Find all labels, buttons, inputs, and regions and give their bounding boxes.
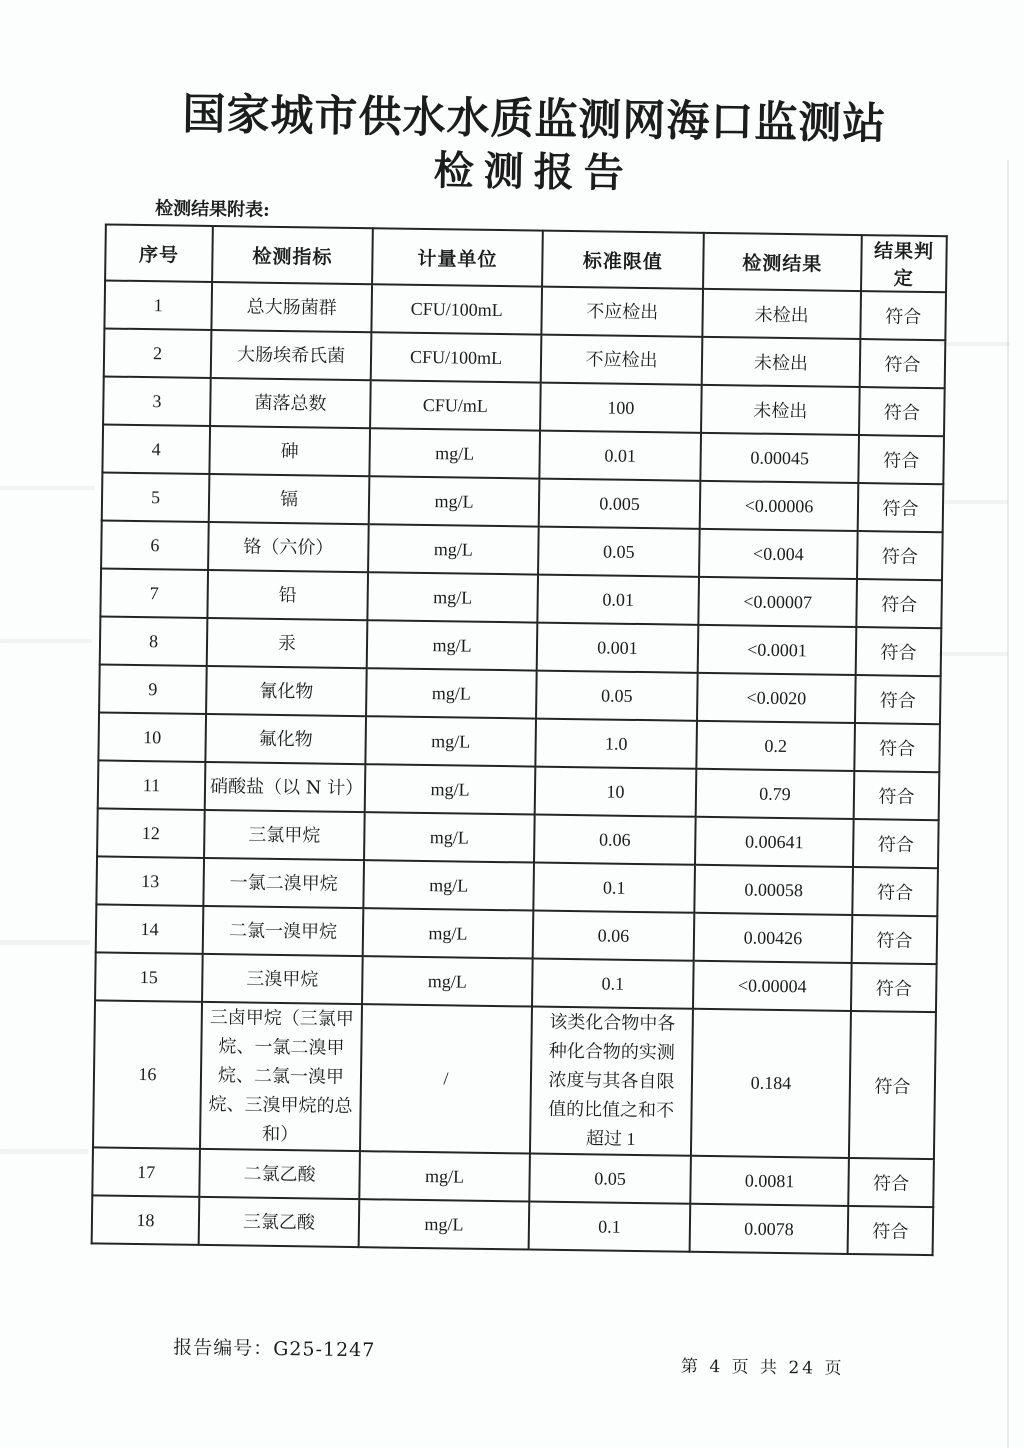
cell-unit: mg/L bbox=[365, 716, 536, 766]
header-cell-no: 序号 bbox=[105, 225, 213, 282]
cell-unit: mg/L bbox=[359, 1151, 530, 1201]
cell-judgment: 符合 bbox=[858, 483, 944, 532]
cell-indicator: 镉 bbox=[209, 474, 370, 524]
cell-unit: CFU/100mL bbox=[371, 284, 542, 334]
report-title-line2: 检测报告 bbox=[433, 147, 634, 197]
cell-no: 9 bbox=[99, 664, 207, 713]
cell-unit: mg/L bbox=[364, 812, 535, 862]
cell-no: 11 bbox=[98, 760, 206, 809]
cell-result: 未检出 bbox=[702, 337, 861, 387]
cell-unit: mg/L bbox=[368, 524, 539, 574]
cell-judgment: 符合 bbox=[859, 387, 945, 436]
cell-no: 15 bbox=[95, 952, 203, 1001]
page-indicator: 第 4 页 共 24 页 bbox=[680, 1356, 845, 1379]
cell-limit: 不应检出 bbox=[541, 335, 703, 385]
cell-no: 1 bbox=[104, 280, 212, 329]
cell-unit: CFU/mL bbox=[370, 380, 541, 430]
cell-unit: mg/L bbox=[362, 956, 533, 1006]
cell-no: 18 bbox=[92, 1195, 200, 1244]
cell-indicator: 大肠埃希氏菌 bbox=[211, 330, 372, 380]
cell-no: 12 bbox=[97, 808, 205, 857]
cell-judgment: 符合 bbox=[856, 627, 942, 676]
cell-limit: 0.1 bbox=[529, 1202, 691, 1252]
cell-unit: / bbox=[360, 1004, 532, 1153]
cell-limit: 0.05 bbox=[529, 1154, 691, 1204]
cell-no: 14 bbox=[96, 904, 204, 953]
header-cell-indicator: 检测指标 bbox=[212, 226, 373, 284]
cell-result: 0.79 bbox=[696, 769, 855, 819]
cell-unit: mg/L bbox=[363, 908, 534, 958]
cell-no: 6 bbox=[101, 520, 209, 569]
cell-indicator: 三溴甲烷 bbox=[202, 954, 363, 1004]
cell-unit: mg/L bbox=[366, 668, 537, 718]
cell-indicator: 二氯乙酸 bbox=[199, 1149, 360, 1199]
cell-limit: 1.0 bbox=[535, 719, 697, 769]
cell-limit: 0.1 bbox=[532, 959, 694, 1009]
cell-indicator: 一氯二溴甲烷 bbox=[203, 858, 364, 908]
cell-no: 3 bbox=[103, 376, 211, 425]
cell-judgment: 符合 bbox=[855, 675, 941, 724]
cell-result: 0.0081 bbox=[690, 1156, 849, 1206]
results-table-body bbox=[92, 280, 946, 1255]
cell-unit: mg/L bbox=[367, 572, 538, 622]
cell-indicator: 三氯甲烷 bbox=[204, 810, 365, 860]
cell-judgment: 符合 bbox=[860, 291, 946, 340]
cell-limit: 不应检出 bbox=[541, 287, 703, 337]
cell-limit: 0.001 bbox=[537, 623, 699, 673]
cell-judgment: 符合 bbox=[860, 339, 946, 388]
header-cell-judgment: 结果判定 bbox=[861, 235, 947, 292]
cell-indicator: 铅 bbox=[207, 570, 368, 620]
cell-indicator: 氟化物 bbox=[205, 714, 366, 764]
cell-no: 8 bbox=[100, 616, 208, 665]
cell-unit: mg/L bbox=[363, 860, 534, 910]
cell-judgment: 符合 bbox=[849, 1011, 936, 1159]
cell-limit: 0.05 bbox=[538, 527, 700, 577]
cell-result: <0.00007 bbox=[698, 577, 857, 627]
cell-judgment: 符合 bbox=[854, 771, 940, 820]
cell-limit: 10 bbox=[535, 767, 697, 817]
cell-judgment: 符合 bbox=[851, 963, 937, 1012]
report-title-line1: 国家城市供水水质监测网海口监测站 bbox=[182, 89, 887, 150]
cell-no: 2 bbox=[104, 328, 212, 377]
results-table bbox=[91, 223, 948, 1256]
cell-result: <0.004 bbox=[699, 529, 858, 579]
cell-result: 0.184 bbox=[691, 1009, 851, 1158]
cell-limit: 0.06 bbox=[534, 815, 696, 865]
cell-no: 5 bbox=[102, 472, 210, 521]
cell-indicator: 汞 bbox=[207, 618, 368, 668]
cell-limit: 0.1 bbox=[533, 863, 695, 913]
cell-judgment: 符合 bbox=[852, 915, 938, 964]
results-table-caption: 检测结果附表: bbox=[154, 198, 270, 221]
cell-limit: 0.01 bbox=[539, 431, 701, 481]
cell-unit: mg/L bbox=[365, 764, 536, 814]
report-number: 报告编号：G25-1247 bbox=[173, 1336, 376, 1362]
cell-result: 0.0078 bbox=[690, 1204, 849, 1254]
cell-limit: 0.06 bbox=[533, 911, 695, 961]
cell-result: 0.00045 bbox=[700, 433, 859, 483]
cell-result: <0.0001 bbox=[698, 625, 857, 675]
report-title bbox=[21, 84, 1024, 202]
cell-unit: mg/L bbox=[367, 620, 538, 670]
cell-judgment: 符合 bbox=[854, 723, 940, 772]
cell-judgment: 符合 bbox=[857, 531, 943, 580]
cell-no: 16 bbox=[93, 1000, 202, 1148]
cell-limit: 0.05 bbox=[536, 671, 698, 721]
cell-judgment: 符合 bbox=[852, 867, 938, 916]
cell-judgment: 符合 bbox=[848, 1206, 934, 1255]
cell-judgment: 符合 bbox=[858, 435, 944, 484]
cell-unit: CFU/100mL bbox=[371, 332, 542, 382]
cell-judgment: 符合 bbox=[853, 819, 939, 868]
cell-unit: mg/L bbox=[359, 1199, 530, 1249]
cell-indicator: 菌落总数 bbox=[210, 378, 371, 428]
cell-unit: mg/L bbox=[369, 476, 540, 526]
cell-indicator: 氰化物 bbox=[206, 666, 367, 716]
cell-indicator: 三氯乙酸 bbox=[199, 1197, 360, 1247]
cell-no: 13 bbox=[96, 856, 204, 905]
cell-result: 0.00426 bbox=[694, 913, 853, 963]
cell-indicator: 总大肠菌群 bbox=[211, 282, 372, 332]
cell-indicator: 铬（六价） bbox=[208, 522, 369, 572]
cell-result: <0.0020 bbox=[697, 673, 856, 723]
cell-result: 0.2 bbox=[696, 721, 855, 771]
cell-result: <0.00006 bbox=[700, 481, 859, 531]
cell-no: 17 bbox=[92, 1147, 200, 1196]
cell-judgment: 符合 bbox=[856, 579, 942, 628]
table-row bbox=[93, 1000, 936, 1159]
cell-indicator: 硝酸盐（以 N 计） bbox=[205, 762, 366, 812]
cell-limit: 该类化合物中各 种化合物的实测 浓度与其各自限 值的比值之和不 超过 1 bbox=[530, 1007, 693, 1156]
header-cell-result: 检测结果 bbox=[703, 233, 862, 291]
cell-indicator: 砷 bbox=[209, 426, 370, 476]
cell-limit: 100 bbox=[540, 383, 702, 433]
cell-indicator: 三卤甲烷（三氯甲 烷、一氯二溴甲 烷、二氯一溴甲 烷、三溴甲烷的总 和） bbox=[200, 1002, 362, 1151]
cell-indicator: 二氯一溴甲烷 bbox=[203, 906, 364, 956]
cell-limit: 0.005 bbox=[539, 479, 701, 529]
cell-unit: mg/L bbox=[369, 428, 540, 478]
header-cell-limit: 标准限值 bbox=[542, 231, 704, 289]
cell-no: 4 bbox=[102, 424, 210, 473]
cell-no: 7 bbox=[100, 568, 208, 617]
cell-result: 0.00641 bbox=[695, 817, 854, 867]
cell-no: 10 bbox=[98, 712, 206, 761]
header-cell-unit: 计量单位 bbox=[372, 228, 543, 286]
cell-result: 未检出 bbox=[701, 385, 860, 435]
cell-result: 0.00058 bbox=[694, 865, 853, 915]
cell-result: 未检出 bbox=[702, 289, 861, 339]
cell-result: <0.00004 bbox=[693, 961, 852, 1011]
cell-judgment: 符合 bbox=[848, 1158, 934, 1207]
cell-limit: 0.01 bbox=[537, 575, 699, 625]
